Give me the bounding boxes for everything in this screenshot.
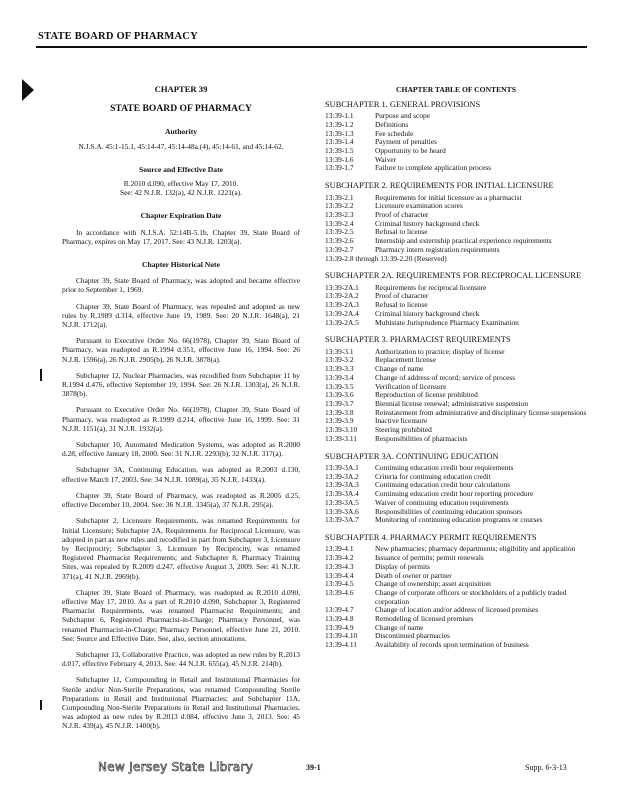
section-title: Failure to complete application process — [375, 163, 492, 173]
section-title: Death of owner or partner — [375, 570, 452, 580]
section-title: Continuing education credit hour reporting procedure — [375, 489, 534, 499]
toc-entry[interactable] — [325, 255, 587, 264]
revision-bar — [40, 700, 42, 710]
section-number: 13:39-1.1 — [325, 111, 354, 121]
toc-entry[interactable] — [325, 319, 587, 328]
section-number: 13:39-2.3 — [325, 210, 354, 220]
toc-entry[interactable] — [325, 130, 587, 139]
section-title: Authorization to practice; display of license — [375, 346, 505, 356]
section-number: 13:39-2.5 — [325, 227, 354, 237]
subchapter-heading: SUBCHAPTER 3. PHARMACIST REQUIREMENTS — [325, 335, 511, 345]
section-title: Refusal to license — [375, 227, 428, 237]
section-number: 13:39-3.4 — [325, 372, 354, 382]
history-note: Subchapter 12, Nuclear Pharmacies, was recodified from Subchapter 11 by R.1994 d.476, effective September 19, 1994. See: 26 N.J.R. 1303(a), 26 N.J.R. 3878(b). — [62, 370, 300, 399]
source-line: See: 42 N.J.R. 132(a), 42 N.J.R. 1221(a). — [120, 188, 242, 198]
page-number: 39-1 — [306, 763, 321, 772]
toc-entry[interactable] — [325, 563, 587, 572]
section-title: Change of corporate officers or stockholders of a publicly traded corporation — [375, 587, 567, 606]
section-number: 13:39-1.3 — [325, 128, 354, 138]
section-title: Change of name — [375, 364, 424, 374]
section-title: New pharmacies; pharmacy departments; eligibility and application — [375, 544, 576, 554]
toc-entry[interactable] — [325, 624, 587, 633]
toc-entry[interactable] — [325, 202, 587, 211]
subchapter-heading: SUBCHAPTER 3A. CONTINUING EDUCATION — [325, 451, 499, 461]
subchapter-heading: SUBCHAPTER 4. PHARMACY PERMIT REQUIREMENTS — [325, 532, 537, 542]
right-column — [325, 84, 587, 650]
section-title: Biennial license renewal; administrative suspension — [375, 398, 529, 408]
toc-entry[interactable] — [325, 348, 587, 357]
section-number: 13:39-4.4 — [325, 570, 354, 580]
section-title: Pharmacy intern registration requirements — [375, 244, 500, 254]
section-number: 13:39-3.10 — [325, 425, 358, 435]
authority-text: N.J.S.A. 45:1-15.1, 45:14-47, 45:14-48a.(4), 45:14-61, and 45:14-62. — [78, 141, 284, 151]
history-note: Chapter 39, State Board of Pharmacy, was repealed and adopted as new rules by R.1989 d.314, effective June 19, 1989. See: 20 N.J.R. 1648(a), 21 N.J.R. 1712(a). — [62, 301, 300, 330]
section-number: 13:39-2.6 — [325, 236, 354, 246]
expiration-heading: Chapter Expiration Date — [140, 211, 222, 221]
section-title: Inactive licensure — [375, 416, 428, 426]
section-number: 13:39-4.8 — [325, 614, 354, 624]
section-title: Internship and externship practical experience requirements — [375, 236, 552, 246]
section-title: Criminal history background check — [375, 308, 480, 318]
section-number: 13:39-3.8 — [325, 407, 354, 417]
section-number: 13:39-2A.5 — [325, 317, 359, 327]
section-title: Steering prohibited — [375, 425, 432, 435]
toc-entry[interactable] — [325, 641, 587, 650]
section-title: Waiver of continuing education requirements — [375, 497, 509, 507]
toc-entry[interactable] — [325, 615, 587, 624]
section-title: Reinstatement from administrative and disciplinary license suspensions — [375, 407, 587, 417]
section-number: 13:39-4.5 — [325, 579, 354, 589]
source-line: R.2010 d.090, effective May 17, 2010. — [123, 179, 239, 189]
running-header: STATE BOARD OF PHARMACY — [38, 31, 198, 42]
history-note: Subchapter 11, Compounding in Retail and Institutional Pharmacies for Sterile and/or Non-Sterile Preparations, was renamed Compounding Sterile Preparations in Retail and Institutional Pharmacies; and Subchapter 11A, Compounding Non-Sterile Preparations in Retail and Institutional Pharmacies, was adopted as new rules by R.2013 d.084, effective June 3, 2013. See: 45 N.J.R. 439(a), 45 N.J.R. 1400(b). — [62, 675, 300, 731]
toc-entry[interactable] — [325, 164, 587, 173]
section-number: 13:39-3.7 — [325, 398, 354, 408]
section-title: Criminal history background check — [375, 218, 480, 228]
history-note: Pursuant to Executive Order No. 66(1978), Chapter 39, State Board of Pharmacy, was readopted as R.1994 d.351, effective June 16, 1994. See: 26 N.J.R. 1596(a), 26 N.J.R. 2905(b), 26 N.J.R. 3878(a). — [62, 336, 300, 364]
section-number: 13:39-3A.7 — [325, 515, 359, 525]
section-number: 13:39-1.2 — [325, 119, 354, 129]
section-title: Change of name — [375, 622, 424, 632]
toc-entry[interactable] — [325, 121, 587, 130]
section-title: Criteria for continuing education credit — [375, 471, 491, 481]
section-title: Refusal to license — [375, 300, 428, 310]
section-number: 13:39-4.11 — [325, 640, 357, 650]
section-number: 13:39-2.4 — [325, 218, 354, 228]
section-title: Proof of character — [375, 210, 429, 220]
source-heading: Source and Effective Date — [138, 164, 223, 174]
section-title: Requirements for initial licensure as a pharmacist — [375, 192, 522, 202]
section-title: Purpose and scope — [375, 111, 431, 121]
toc-entry[interactable] — [325, 409, 587, 418]
section-title: Licensure examination scores — [375, 201, 463, 211]
section-title: Responsibilities of pharmacists — [375, 433, 468, 443]
section-title: Display of permits — [375, 561, 431, 571]
section-title: Continuing education credit hour requirements — [375, 463, 514, 472]
section-title: Change of ownership; asset acquisition — [375, 579, 491, 589]
section-number: 13:39-1.4 — [325, 137, 354, 147]
section-number: 13:39-3A.5 — [325, 497, 359, 507]
history-notes — [62, 276, 300, 730]
history-heading: Chapter Historical Note — [142, 260, 220, 270]
supplement-date: Supp. 6-3-13 — [525, 763, 567, 772]
toc-title: CHAPTER TABLE OF CONTENTS — [396, 85, 516, 94]
header-rule — [36, 46, 587, 48]
section-number: 13:39-4.2 — [325, 553, 354, 563]
section-title: Multistate Jurisprudence Pharmacy Examination — [375, 317, 519, 327]
expiration-text: In accordance with N.J.S.A. 52:14B-5.1b, Chapter 39, State Board of Pharmacy, expires on May 17, 2017. See: 43 N.J.R. 1203(a). — [62, 227, 300, 246]
section-title: Replacement license — [375, 355, 436, 365]
toc-entry[interactable] — [325, 284, 587, 293]
toc-entry[interactable] — [325, 554, 587, 563]
history-note: Subchapter 13, Collaborative Practice, was adopted as new rules by R.2013 d.017, effective February 4, 2013. See: 44 N.J.R. 655(a), 45 N.J.R. 214(b). — [62, 649, 300, 669]
toc-entry[interactable] — [325, 589, 587, 606]
toc-entry[interactable] — [325, 220, 587, 229]
section-title: 13:39-2.8 through 13:39-2.20 (Reserved) — [325, 253, 447, 263]
section-number: 13:39-4.1 — [325, 544, 354, 554]
history-note: Chapter 39, State Board of Pharmacy, was readopted as R.2010 d.090, effective May 17, 2010. As a part of R.2010 d.090, Subchapter 3, Registered Pharmacist Requirements, was renamed Pharmacist Requirements; and Subchapter 6, Registered Pharmacist-in-Charge; Pharmacy Personnel, was renamed Pharmacist-in-Charge; Pharmacy Personnel, effective June 21, 2010. See: Source and Effective Date. See, also, section annotations. — [62, 587, 300, 643]
toc-entry[interactable] — [325, 112, 587, 121]
section-number: 13:39-3.6 — [325, 390, 354, 400]
section-title: Change of location and/or address of licensed premises — [375, 605, 539, 615]
section-title: Verification of licensure — [375, 381, 447, 391]
section-title: Remodeling of licensed premises — [375, 614, 474, 624]
table-of-contents — [325, 100, 587, 650]
section-number: 13:39-2.2 — [325, 201, 354, 211]
section-number: 13:39-2.7 — [325, 244, 354, 254]
history-note: Chapter 39, State Board of Pharmacy, was readopted as R.2005 d.25, effective December 10, 2004. See: 36 N.J.R. 3345(a), 37 N.J.R. 295(a). — [62, 490, 300, 510]
section-title: Opportunity to be heard — [375, 146, 446, 156]
history-note: Subchapter 3A, Continuing Education, was adopted as R.2003 d.130, effective March 17, 2003. See: 34 N.J.R. 1089(a), 35 N.J.R. 1433(a). — [62, 465, 300, 484]
section-title: Issuance of permits; permit renewals — [375, 553, 484, 563]
toc-entry[interactable] — [325, 292, 587, 301]
toc-entry[interactable] — [325, 147, 587, 156]
toc-entry[interactable] — [325, 435, 587, 444]
section-number: 13:39-3A.4 — [325, 489, 359, 499]
section-number: 13:39-3A.1 — [325, 463, 359, 472]
section-title: Availability of records upon termination of business — [375, 640, 529, 650]
section-number: 13:39-2A.4 — [325, 308, 359, 318]
section-number: 13:39-3.1 — [325, 346, 354, 356]
revision-bar — [40, 369, 42, 381]
section-number: 13:39-3.11 — [325, 433, 357, 443]
section-number: 13:39-3.9 — [325, 416, 354, 426]
toc-entry[interactable] — [325, 356, 587, 365]
section-number: 13:39-3A.2 — [325, 471, 359, 481]
subchapter-heading: SUBCHAPTER 1. GENERAL PROVISIONS — [325, 99, 481, 109]
section-title: Reproduction of license prohibited — [375, 390, 478, 400]
toc-entry[interactable] — [325, 417, 587, 426]
section-title: Waiver — [375, 154, 397, 164]
section-title: Change of address of record; service of process — [375, 372, 516, 382]
history-note: Pursuant to Executive Order No. 66(1978), Chapter 39, State Board of Pharmacy, was readopted as R.1999 d.214, effective June 16, 1999. See: 31 N.J.R. 1151(a), 31 N.J.R. 1932(a). — [62, 405, 300, 433]
section-number: 13:39-3A.3 — [325, 480, 359, 490]
section-number: 13:39-2A.2 — [325, 291, 359, 301]
section-title: Requirements for reciprocal licensure — [375, 282, 487, 292]
toc-entry[interactable] — [325, 374, 587, 383]
section-number: 13:39-4.10 — [325, 631, 358, 641]
section-title: Payment of penalties — [375, 137, 437, 147]
subchapter-heading: SUBCHAPTER 2A. REQUIREMENTS FOR RECIPROCAL LICENSURE — [325, 271, 582, 281]
section-title: Continuing education credit hour calculations — [375, 480, 511, 490]
history-note: Subchapter 10, Automated Medication Systems, was adopted as R.2000 d.28, effective January 18, 2000. See: 31 N.J.R. 2293(b), 32 N.J.R. 317(a). — [62, 440, 300, 459]
history-note: Chapter 39, State Board of Pharmacy, was adopted and became effective prior to September 1, 1969. — [62, 276, 300, 295]
section-number: 13:39-1.5 — [325, 146, 354, 156]
section-number: 13:39-2A.3 — [325, 300, 359, 310]
section-title: Definitions — [375, 119, 409, 129]
section-number: 13:39-4.7 — [325, 605, 354, 615]
section-number: 13:39-2A.1 — [325, 282, 359, 292]
toc-entry[interactable] — [325, 138, 587, 147]
section-title: Responsibilities of continuing education sponsors — [375, 506, 522, 516]
section-title: Fee schedule — [375, 128, 414, 138]
section-title: Discontinued pharmacies — [375, 631, 450, 641]
section-number: 13:39-1.7 — [325, 163, 354, 173]
chapter-number: CHAPTER 39 — [154, 84, 208, 94]
section-title: Proof of character — [375, 291, 429, 301]
subchapter-heading: SUBCHAPTER 2. REQUIREMENTS FOR INITIAL LICENSURE — [325, 181, 554, 191]
section-number: 13:39-1.6 — [325, 154, 354, 164]
section-number: 13:39-3.3 — [325, 364, 354, 374]
section-number: 13:39-4.3 — [325, 561, 354, 571]
library-watermark: New Jersey State Library — [98, 760, 254, 774]
section-number: 13:39-3A.6 — [325, 506, 359, 516]
history-note: Subchapter 2, Licensure Requirements, was renamed Requirements for Initial Licensure; Subchapter 2A, Requirements for Reciprocal Licensure, was adopted in part as new rules and recodified in part from Subchapter 3, Licensure by Reciprocity; Subchapter 3, Licensure by Reciprocity, was renamed Registered Pharmacist Requirements; and Subchapter 8, Pharmacy Training Sites, was repealed by R.2009 d.247, effective August 3, 2009. See: 41 N.J.R. 371(a), 41 N.J.R. 2969(b). — [62, 516, 300, 581]
chapter-title: STATE BOARD OF PHARMACY — [110, 103, 252, 115]
section-number: 13:39-3.5 — [325, 381, 354, 391]
left-column — [62, 84, 300, 731]
section-number: 13:39-4.6 — [325, 587, 354, 597]
section-number: 13:39-3.2 — [325, 355, 354, 365]
toc-entry[interactable] — [325, 516, 587, 525]
section-number: 13:39-2.1 — [325, 192, 354, 202]
chapter-tab-marker — [22, 79, 34, 101]
section-title: Monitoring of continuing education programs or courses — [375, 515, 543, 525]
section-number: 13:39-4.9 — [325, 622, 354, 632]
authority-heading: Authority — [164, 127, 198, 137]
